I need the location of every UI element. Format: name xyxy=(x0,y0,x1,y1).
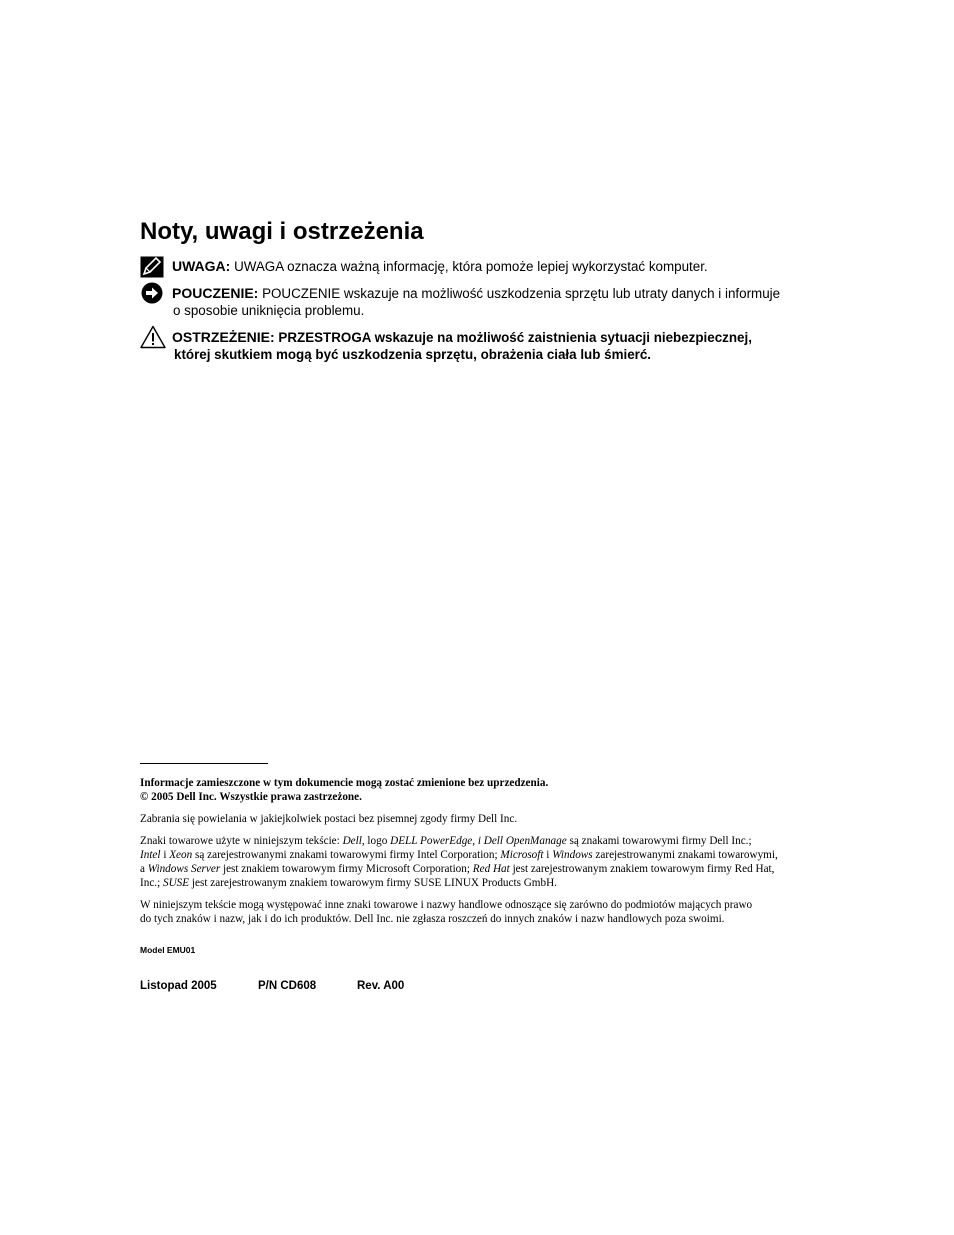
notice-text-line2: o sposobie uniknięcia problemu. xyxy=(173,303,365,318)
trademark-line4: Inc.; SUSE jest zarejestrowanym znakiem towarowym firmy SUSE LINUX Products GmbH. xyxy=(140,877,557,889)
warning-triangle-icon xyxy=(140,325,164,347)
notice-label: POUCZENIE: xyxy=(172,285,259,301)
publication-date: Listopad 2005 xyxy=(140,980,217,992)
caution-text-line2: której skutkiem mogą być uszkodzenia sprzętu, obrażenia ciała lub śmierć. xyxy=(174,347,652,362)
other-marks-line2: do tych znaków i nazw, jak i do ich produktów. Dell Inc. nie zgłasza roszczeń do innych znaków i nazw handlowych poza swoimi. xyxy=(140,913,725,925)
part-number: P/N CD608 xyxy=(258,980,317,992)
footnote-divider xyxy=(140,763,268,764)
note-text: UWAGA oznacza ważną informację, która pomoże lepiej wykorzystać komputer. xyxy=(234,259,708,274)
revision: Rev. A00 xyxy=(357,980,405,992)
notice-text-line1: POUCZENIE wskazuje na możliwość uszkodzenia sprzętu lub utraty danych i informuje xyxy=(262,286,781,301)
caution-label: OSTRZEŻENIE: xyxy=(172,329,275,345)
trademark-line1: Znaki towarowe użyte w niniejszym tekście: Dell, logo DELL PowerEdge, i Dell OpenManage są znakami towarowymi firmy Dell Inc.; xyxy=(140,835,752,847)
arrow-circle-icon xyxy=(140,282,164,304)
note-label: UWAGA: xyxy=(172,258,231,274)
page-title: Noty, uwagi i ostrzeżenia xyxy=(140,218,424,245)
copyright-line: © 2005 Dell Inc. Wszystkie prawa zastrzeżone. xyxy=(140,791,362,803)
trademark-line3: a Windows Server jest znakiem towarowym firmy Microsoft Corporation; Red Hat jest zarejestrowanym znakiem towarowym firmy Red Hat, xyxy=(140,863,775,875)
caution-text-line1: PRZESTROGA wskazuje na możliwość zaistnienia sytuacji niebezpiecznej, xyxy=(278,330,752,345)
other-marks-line1: W niniejszym tekście mogą występować inne znaki towarowe i nazwy handlowe odnoszące się zarówno do podmiotów mających prawo xyxy=(140,899,753,911)
info-line1: Informacje zamieszczone w tym dokumencie mogą zostać zmienione bez uprzedzenia. xyxy=(140,777,549,789)
trademark-line2: Intel i Xeon są zarejestrowanymi znakami towarowymi firmy Intel Corporation; Microsoft i Windows zarejestrowanymi znakami towarowymi, xyxy=(140,849,778,861)
pencil-note-icon xyxy=(140,256,164,278)
model-number: Model EMU01 xyxy=(140,945,196,955)
reproduction-notice: Zabrania się powielania w jakiejkolwiek postaci bez pisemnej zgody firmy Dell Inc. xyxy=(140,813,518,825)
